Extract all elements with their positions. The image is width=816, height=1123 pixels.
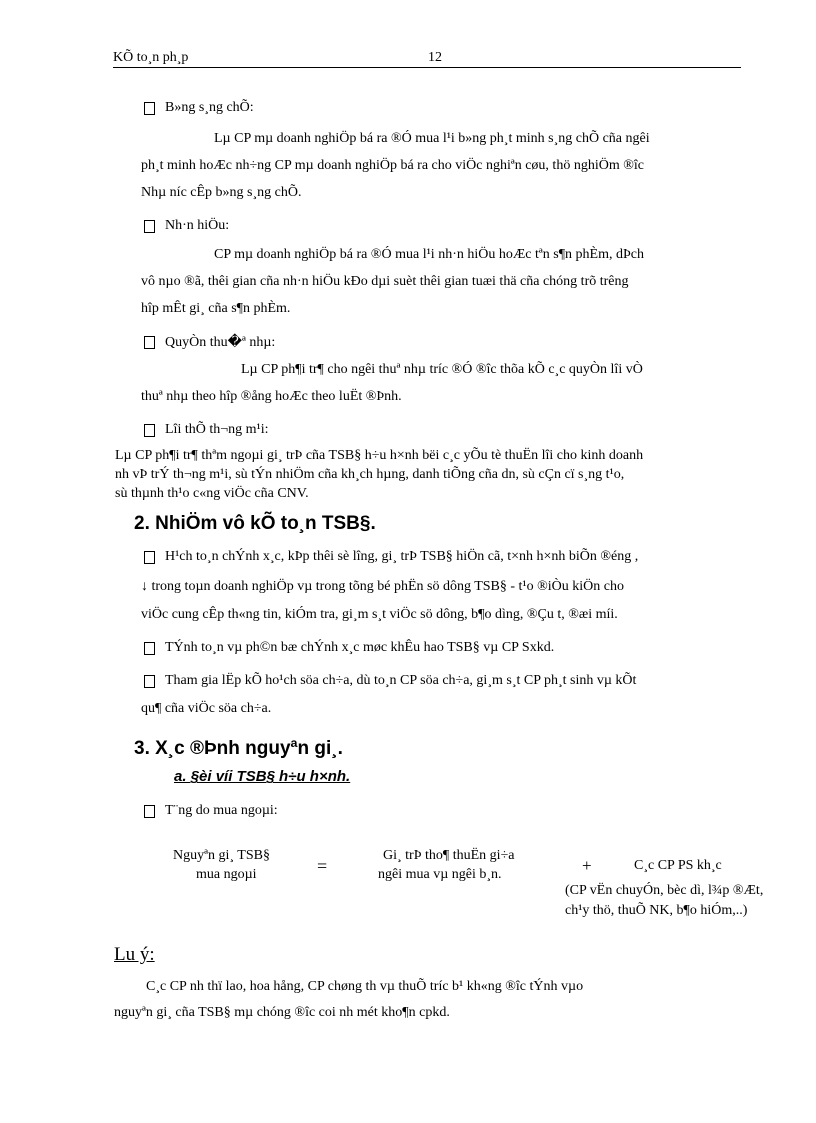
- bullet-box-icon: [144, 642, 155, 655]
- bullet-box-icon: [144, 336, 155, 349]
- bullet-box-icon: [144, 675, 155, 688]
- section-heading: 3. X¸c ®Þnh nguyªn gi¸.: [134, 738, 343, 759]
- bullet-box-icon: [144, 102, 155, 115]
- bullet-patent: B»ng s¸ng chÕ:: [165, 100, 254, 115]
- bullet-box-icon: [144, 551, 155, 564]
- paragraph-line: qu¶ cña viÖc söa ch÷a.: [141, 701, 272, 716]
- formula-plus: +: [582, 856, 592, 875]
- bullet-trademark: Nh·n hiÖu:: [165, 218, 230, 233]
- formula-right-line: (CP vËn chuyÓn, bèc dì, l¾p ®Æt,: [565, 883, 764, 898]
- paragraph-line: ↓ trong toµn doanh nghiÖp vµ trong tõng bé phËn sö dông TSB§ - t¹o ®iÒu kiÖn cho: [141, 579, 624, 594]
- bullet-task-1: H¹ch to¸n chÝnh x¸c, kÞp thêi sè lîng, gi¸ trÞ TSB§ hiÖn cã, t×nh h×nh biÕn ®éng ,: [165, 549, 639, 564]
- page-number: 12: [428, 50, 442, 65]
- paragraph-line: Nhµ níc cÊp b»ng s¸ng chÕ.: [141, 185, 302, 200]
- bullet-box-icon: [144, 805, 155, 818]
- formula-left-line: Nguyªn gi¸ TSB§: [173, 848, 270, 863]
- paragraph-line: nguyªn gi¸ cña TSB§ mµ chóng ®îc coi nh mét kho¶n cpkd.: [114, 1005, 450, 1020]
- note-title: Lu ý:: [114, 944, 155, 965]
- formula-left-line: mua ngoµi: [196, 867, 257, 882]
- paragraph-line: Lµ CP mµ doanh nghiÖp bá ra ®Ó mua l¹i b»ng ph¸t minh s¸ng chÕ cña ngêi: [214, 131, 650, 146]
- bullet-purchase: T¨ng do mua ngoµi:: [165, 803, 278, 818]
- formula-right-title: C¸c CP PS kh¸c: [634, 858, 722, 873]
- paragraph-line: CP mµ doanh nghiÖp bá ra ®Ó mua l¹i nh·n hiÖu hoÆc tªn s¶n phÈm, dÞch: [214, 247, 645, 262]
- paragraph-line: vô nµo ®ã, thêi gian cña nh·n hiÖu kÐo dµi suèt thêi gian tuæi thä cña chóng trõ trêng: [141, 274, 629, 289]
- bullet-lease: QuyÒn thu�ª nhµ:: [165, 335, 276, 350]
- bullet-box-icon: [144, 424, 155, 437]
- bullet-goodwill: Lîi thÕ th¬ng m¹i:: [165, 422, 269, 437]
- bullet-task-3: Tham gia lËp kÕ ho¹ch söa ch÷a, dù to¸n CP söa ch÷a, gi¸m s¸t CP ph¸t sinh vµ kÕt: [165, 673, 637, 688]
- paragraph-line: C¸c CP nh thï lao, hoa hång, CP chøng th vµ thuÕ tríc b¹ kh«ng ®îc tÝnh vµo: [146, 979, 584, 994]
- header-rule: [113, 67, 741, 68]
- subsection-heading: a. §èi víi TSB§ h÷u h×nh.: [174, 768, 351, 785]
- bullet-task-2: TÝnh to¸n vµ ph©n bæ chÝnh x¸c møc khÊu hao TSB§ vµ CP Sxkd.: [165, 640, 555, 655]
- section-heading: 2. NhiÖm vô kÕ to¸n TSB§.: [134, 513, 376, 534]
- formula-middle-line: ngêi mua vµ ngêi b¸n.: [378, 867, 502, 882]
- header-title: KÕ to¸n ph¸p: [113, 50, 189, 65]
- paragraph-line: Lµ CP ph¶i tr¶ thªm ngoµi gi¸ trÞ cña TSB§ h÷u h×nh bëi c¸c yÕu tè thuËn lîi cho kinh doanh: [115, 448, 644, 463]
- paragraph-line: hîp mÊt gi¸ cña s¶n phÈm.: [141, 301, 291, 316]
- formula-equals: =: [317, 856, 328, 876]
- paragraph-line: nh vÞ trÝ th¬ng m¹i, sù tÝn nhiÖm cña kh¸ch hµng, danh tiÕng cña dn, sù cÇn cï s¸ng t¹o,: [115, 467, 625, 482]
- paragraph-line: sù thµnh th¹o c«ng viÖc cña CNV.: [115, 486, 309, 501]
- paragraph-line: thuª nhµ theo hîp ®ång hoÆc theo luËt ®Þnh.: [141, 389, 402, 404]
- formula-middle-line: Gi¸ trÞ tho¶ thuËn gi÷a: [383, 848, 515, 863]
- paragraph-line: ph¸t minh hoÆc nh÷ng CP mµ doanh nghiÖp bá ra cho viÖc nghiªn cøu, thö nghiÖm ®îc: [141, 158, 644, 173]
- formula-right-line: ch¹y thö, thuÕ NK, b¶o hiÓm,..): [565, 903, 748, 918]
- bullet-box-icon: [144, 220, 155, 233]
- paragraph-line: viÖc cung cÊp th«ng tin, kiÓm tra, gi¸m s¸t viÖc sö dông, b¶o dìng, ®Çu t, ®æi míi.: [141, 607, 618, 622]
- paragraph-line: Lµ CP ph¶i tr¶ cho ngêi thuª nhµ tríc ®Ó ®îc thõa kÕ c¸c quyÒn lîi vÒ: [241, 362, 643, 377]
